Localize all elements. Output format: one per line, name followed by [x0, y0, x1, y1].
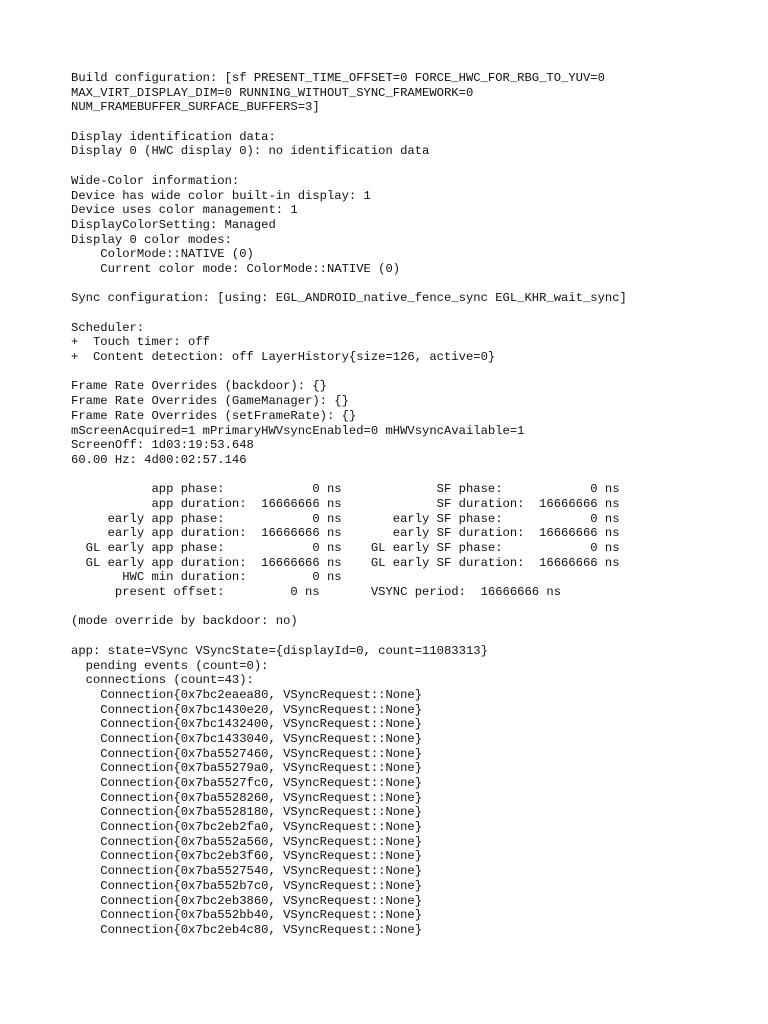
- text-line: Frame Rate Overrides (backdoor): {}: [71, 379, 327, 394]
- text-line: Device has wide color built-in display: 1: [71, 188, 371, 203]
- blank-line: [71, 629, 748, 644]
- dumpsys-text-document: [71, 71, 748, 938]
- blank-line: [71, 365, 748, 380]
- connection-entry: Connection{0x7ba5528180, VSyncRequest::None}: [71, 805, 423, 820]
- connection-entry: Connection{0x7bc1432400, VSyncRequest::None}: [71, 717, 423, 732]
- connection-entry: Connection{0x7bc2eaea80, VSyncRequest::None}: [71, 687, 423, 702]
- connection-entry: Connection{0x7ba5527fc0, VSyncRequest::None}: [71, 776, 423, 790]
- text-line: early app phase: 0 ns early SF phase: 0 ns: [71, 511, 620, 526]
- text-line: Frame Rate Overrides (GameManager): {}: [71, 394, 349, 409]
- blank-line: [71, 159, 748, 174]
- connection-entry: Connection{0x7bc2eb4c80, VSyncRequest::None}: [71, 922, 423, 937]
- text-line: DisplayColorSetting: Managed: [71, 217, 276, 232]
- blank-line: [71, 277, 748, 292]
- text-line: Display 0 color modes:: [71, 232, 232, 247]
- text-line: connections (count=43):: [71, 673, 254, 688]
- connection-entry: Connection{0x7bc1433040, VSyncRequest::None}: [71, 731, 423, 746]
- text-line: MAX_VIRT_DISPLAY_DIM=0 RUNNING_WITHOUT_SYNC_FRAMEWORK=0: [71, 85, 474, 100]
- text-line: ColorMode::NATIVE (0): [71, 247, 254, 262]
- connection-entry: Connection{0x7bc2eb2fa0, VSyncRequest::None}: [71, 820, 423, 835]
- text-line: Display 0 (HWC display 0): no identification data: [71, 144, 430, 159]
- text-line: Sync configuration: [using: EGL_ANDROID_native_fence_sync EGL_KHR_wait_sync]: [71, 291, 627, 306]
- text-line: NUM_FRAMEBUFFER_SURFACE_BUFFERS=3]: [71, 100, 320, 115]
- text-line: (mode override by backdoor: no): [71, 614, 298, 629]
- text-line: Wide-Color information:: [71, 173, 240, 188]
- text-line: present offset: 0 ns VSYNC period: 16666666 ns: [71, 585, 562, 600]
- connection-entry: Connection{0x7bc2eb3860, VSyncRequest::None}: [71, 893, 423, 908]
- blank-line: [71, 468, 748, 483]
- text-line: Build configuration: [sf PRESENT_TIME_OFFSET=0 FORCE_HWC_FOR_RBG_TO_YUV=0: [71, 71, 605, 85]
- connection-entry: Connection{0x7ba5528260, VSyncRequest::None}: [71, 790, 423, 805]
- connection-entry: Connection{0x7ba552b7c0, VSyncRequest::None}: [71, 878, 423, 893]
- text-line: Scheduler:: [71, 320, 145, 335]
- text-line: Frame Rate Overrides (setFrameRate): {}: [71, 408, 357, 423]
- blank-line: [71, 600, 748, 615]
- connection-entry: Connection{0x7ba55279a0, VSyncRequest::None}: [71, 761, 423, 776]
- text-line: mScreenAcquired=1 mPrimaryHWVsyncEnabled=0 mHWVsyncAvailable=1: [71, 423, 525, 438]
- connection-entry: Connection{0x7ba5527540, VSyncRequest::None}: [71, 864, 423, 879]
- text-line: app phase: 0 ns SF phase: 0 ns: [71, 482, 620, 497]
- connection-entry: Connection{0x7ba552a560, VSyncRequest::None}: [71, 834, 423, 849]
- text-line: early app duration: 16666666 ns early SF duration: 16666666 ns: [71, 526, 620, 541]
- text-line: HWC min duration: 0 ns: [71, 570, 342, 585]
- text-line: Device uses color management: 1: [71, 203, 298, 218]
- text-line: Current color mode: ColorMode::NATIVE (0): [71, 261, 401, 276]
- blank-line: [71, 306, 748, 321]
- text-line: 60.00 Hz: 4d00:02:57.146: [71, 452, 247, 467]
- text-line: Display identification data:: [71, 129, 276, 144]
- text-line: GL early app phase: 0 ns GL early SF phase: 0 ns: [71, 541, 620, 555]
- text-line: ScreenOff: 1d03:19:53.648: [71, 438, 254, 453]
- blank-line: [71, 115, 748, 130]
- text-line: app duration: 16666666 ns SF duration: 16666666 ns: [71, 496, 620, 511]
- connection-entry: Connection{0x7ba5527460, VSyncRequest::None}: [71, 746, 423, 761]
- connection-entry: Connection{0x7bc1430e20, VSyncRequest::None}: [71, 702, 423, 717]
- text-line: app: state=VSync VSyncState={displayId=0, count=11083313}: [71, 643, 488, 658]
- text-line: + Content detection: off LayerHistory{size=126, active=0}: [71, 350, 496, 365]
- text-line: GL early app duration: 16666666 ns GL early SF duration: 16666666 ns: [71, 555, 620, 570]
- connection-entry: Connection{0x7bc2eb3f60, VSyncRequest::None}: [71, 849, 423, 864]
- text-line: pending events (count=0):: [71, 658, 269, 673]
- connection-entry: Connection{0x7ba552bb40, VSyncRequest::None}: [71, 908, 423, 923]
- text-line: + Touch timer: off: [71, 335, 210, 350]
